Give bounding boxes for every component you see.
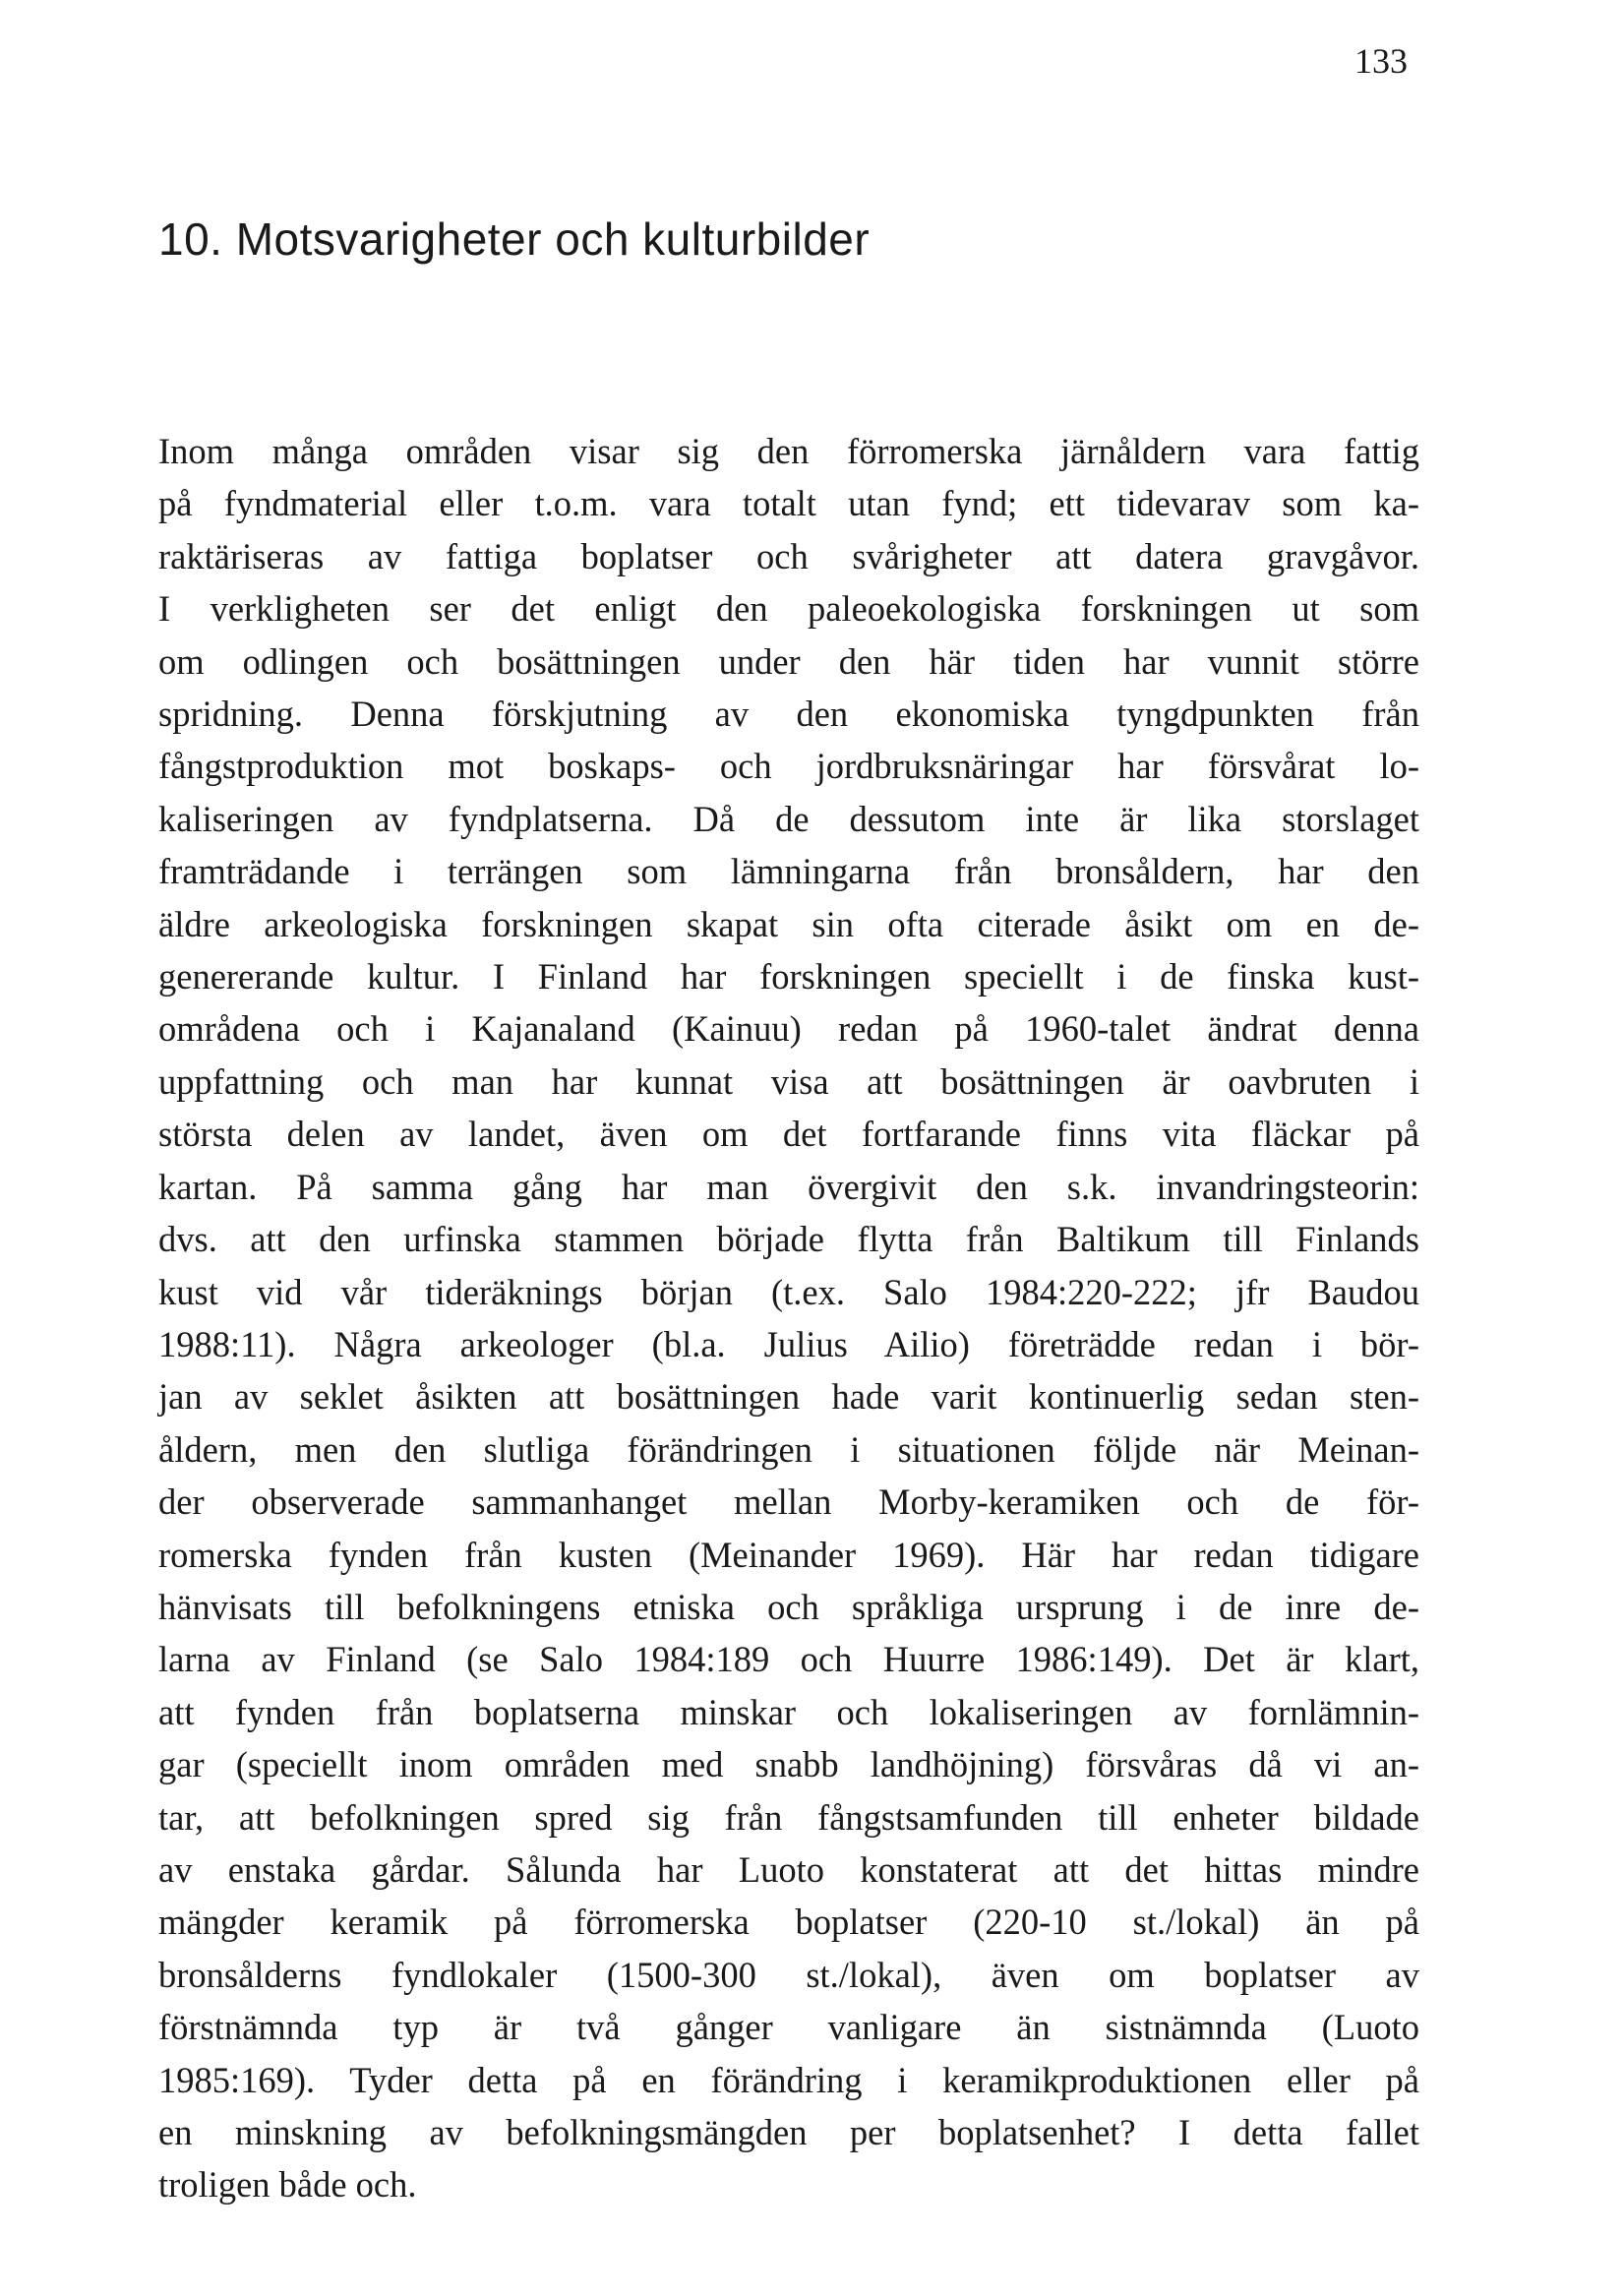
text-line: av enstaka gårdar. Sålunda har Luoto konstaterat att det hittas mindre	[158, 1848, 1419, 1890]
text-line: romerska fynden från kusten (Meinander 1969). Här har redan tidigare	[158, 1534, 1419, 1575]
text-line: larna av Finland (se Salo 1984:189 och Huurre 1986:149). Det är klart,	[158, 1639, 1419, 1680]
text-line: 1985:169). Tyder detta på en förändring i keramikproduktionen eller på	[158, 2059, 1419, 2100]
text-line: på fyndmaterial eller t.o.m. vara totalt utan fynd; ett tidevarav som ka-	[158, 483, 1419, 524]
text-line: en minskning av befolkningsmängden per boplatsenhet? I detta fallet	[158, 2112, 1419, 2152]
text-line: genererande kultur. I Finland har forskningen speciellt i de finska kust-	[158, 956, 1419, 997]
text-line: 1988:11). Några arkeologer (bl.a. Julius Ailio) företrädde redan i bör-	[158, 1323, 1419, 1364]
text-line: I verkligheten ser det enligt den paleoekologiska forskningen ut som	[158, 588, 1419, 630]
body-paragraph	[158, 425, 1419, 2211]
text-line: raktäriseras av fattiga boplatser och svårigheter att datera gravgåvor.	[158, 535, 1419, 576]
text-line: kartan. På samma gång har man övergivit den s.k. invandringsteorin:	[158, 1166, 1419, 1207]
text-line: att fynden från boplatserna minskar och lokaliseringen av fornlämnin-	[158, 1691, 1419, 1732]
text-line: bronsålderns fyndlokaler (1500-300 st./lokal), även om boplatser av	[158, 1954, 1419, 1995]
text-line: kaliseringen av fyndplatserna. Då de dessutom inte är lika storslaget	[158, 798, 1419, 839]
text-line: framträdande i terrängen som lämningarna från bronsåldern, har den	[158, 851, 1419, 892]
text-line: äldre arkeologiska forskningen skapat sin ofta citerade åsikt om en de-	[158, 903, 1419, 944]
chapter-title: 10. Motsvarigheter och kulturbilder	[158, 213, 871, 265]
text-line: om odlingen och bosättningen under den här tiden har vunnit större	[158, 640, 1419, 682]
text-line: jan av seklet åsikten att bosättningen hade varit kontinuerlig sedan sten-	[158, 1376, 1419, 1418]
text-line: mängder keramik på förromerska boplatser (220-10 st./lokal) än på	[158, 1902, 1419, 1943]
text-line: kust vid vår tideräknings början (t.ex. Salo 1984:220-222; jfr Baudou	[158, 1271, 1419, 1312]
text-line: Inom många områden visar sig den förromerska järnåldern vara fattig	[158, 431, 1419, 471]
text-line: spridning. Denna förskjutning av den ekonomiska tyngdpunkten från	[158, 694, 1419, 735]
text-line: troligen både och.	[158, 2164, 417, 2205]
text-line: förstnämnda typ är två gånger vanligare än sistnämnda (Luoto	[158, 2007, 1419, 2048]
text-line: områdena och i Kajanaland (Kainuu) redan på 1960-talet ändrat denna	[158, 1008, 1419, 1050]
text-line: uppfattning och man har kunnat visa att bosättningen är oavbruten i	[158, 1060, 1419, 1102]
text-line: hänvisats till befolkningens etniska och språkliga ursprung i de inre de-	[158, 1586, 1419, 1627]
page-number: 133	[1354, 41, 1408, 81]
text-line: fångstproduktion mot boskaps- och jordbruksnäringar har försvårat lo-	[158, 746, 1419, 787]
text-line: dvs. att den urfinska stammen började flytta från Baltikum till Finlands	[158, 1219, 1419, 1260]
text-line: gar (speciellt inom områden med snabb landhöjning) försvåras då vi an-	[158, 1744, 1419, 1785]
text-line: största delen av landet, även om det fortfarande finns vita fläckar på	[158, 1114, 1419, 1155]
text-line: åldern, men den slutliga förändringen i situationen följde när Meinan-	[158, 1428, 1419, 1470]
text-line: der observerade sammanhanget mellan Morby-keramiken och de för-	[158, 1481, 1419, 1523]
text-line: tar, att befolkningen spred sig från fångstsamfunden till enheter bildade	[158, 1796, 1419, 1838]
